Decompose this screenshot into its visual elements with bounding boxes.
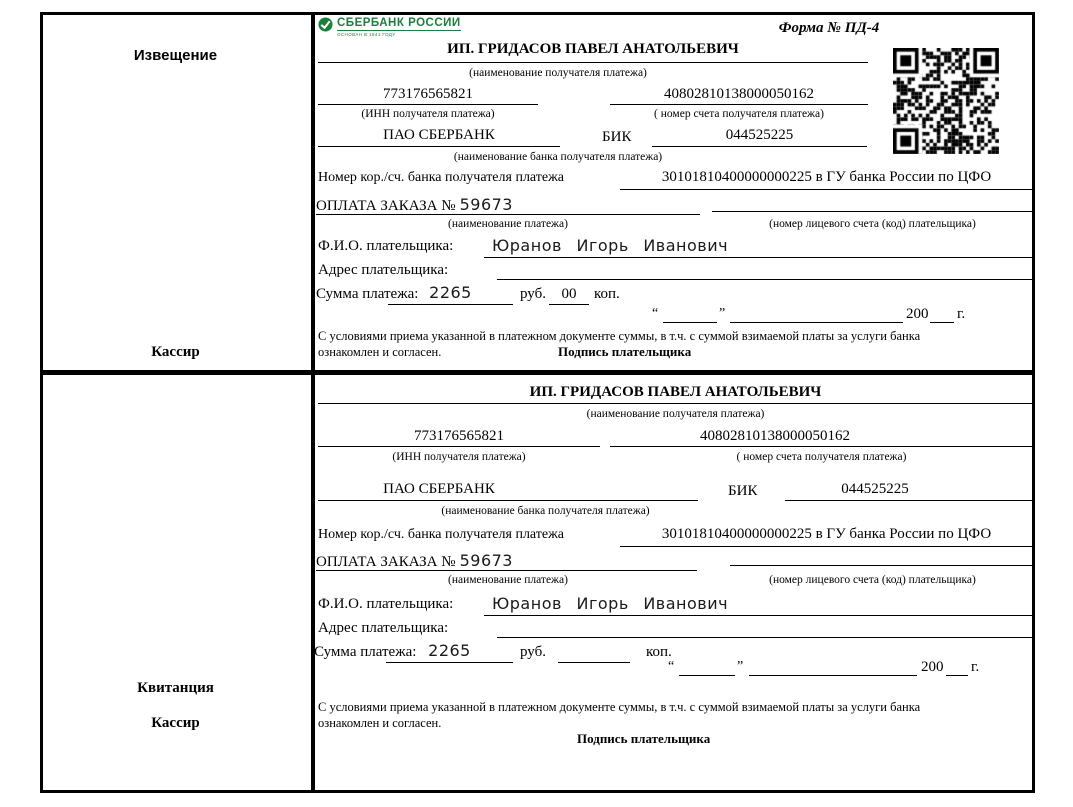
date-day-line <box>679 675 735 676</box>
bank-name: ПАО СБЕРБАНК <box>383 127 495 143</box>
payer-name-label: Ф.И.О. плательщика: <box>318 596 454 612</box>
purpose-line <box>316 214 700 215</box>
recipient-line <box>318 62 868 63</box>
order-number: 59673 <box>459 551 513 570</box>
cashier-label: Кассир <box>151 715 200 731</box>
amount-kop-value: 00 <box>561 286 577 302</box>
payer-name-line <box>484 615 1033 616</box>
date-quote-close: ” <box>719 306 726 321</box>
terms-line2: ознакомлен и согласен. <box>318 345 442 359</box>
bank-logo-subtext: ОСНОВАН В 1841 ГОДУ <box>337 32 396 37</box>
payer-name-value: Юранов Игорь Иванович <box>492 236 729 255</box>
date-month-line <box>730 322 903 323</box>
purpose-row <box>316 551 513 571</box>
bank-name: ПАО СБЕРБАНК <box>383 481 495 497</box>
bank-name-line <box>318 500 698 501</box>
recipient-caption: (наименование получателя платежа) <box>469 67 647 79</box>
payer-name-line <box>484 257 1033 258</box>
corr-value: 30101810400000000225 в ГУ банка России по ЦФО <box>661 526 992 542</box>
amount-rub-line <box>388 304 513 305</box>
purpose-label: ОПЛАТА ЗАКАЗА № <box>316 554 456 570</box>
form-number: Форма № ПД-4 <box>778 20 880 36</box>
date-day-line <box>663 322 717 323</box>
terms-line1: С условиями приема указанной в платежном документе суммы, в т.ч. с суммой взимаемой платы за услуги банка <box>318 700 921 714</box>
inn-value: 773176565821 <box>383 86 473 102</box>
amount-label: Сумма платежа: <box>316 286 419 302</box>
bank-name-line <box>318 146 560 147</box>
signature-label: Подпись плательщика <box>558 344 692 359</box>
terms-line1: С условиями приема указанной в платежном документе суммы, в т.ч. с суммой взимаемой платы за услуги банка <box>318 329 921 343</box>
bik-label: БИК <box>602 129 632 145</box>
qr-code <box>893 48 999 154</box>
inn-line <box>318 104 538 105</box>
payer-address-line <box>497 637 1033 638</box>
date-year-suffix: г. <box>971 659 980 675</box>
payer-address-label: Адрес плательщика: <box>318 262 449 278</box>
date-year-line <box>930 322 954 323</box>
personal-account-line <box>712 211 1033 212</box>
personal-account-line <box>730 565 1033 566</box>
bank-logo-text: СБЕРБАНК РОССИИ <box>337 17 461 29</box>
account-caption: ( номер счета получателя платежа) <box>736 451 907 463</box>
account-value: 40802810138000050162 <box>664 86 814 102</box>
sberbank-logo-icon <box>318 17 333 32</box>
date-year: 200 <box>921 659 944 675</box>
signature-label: Подпись плательщика <box>577 731 711 746</box>
recipient-line <box>318 403 1033 404</box>
account-value: 40802810138000050162 <box>700 428 850 444</box>
purpose-row <box>316 195 513 215</box>
account-line <box>610 446 1033 447</box>
section-divider <box>40 370 1035 375</box>
bik-line <box>785 500 1033 501</box>
corr-label: Номер кор./сч. банка получателя платежа <box>318 170 564 185</box>
inn-value: 773176565821 <box>414 428 504 444</box>
recipient-name: ИП. ГРИДАСОВ ПАВЕЛ АНАТОЛЬЕВИЧ <box>447 41 739 57</box>
account-caption: ( номер счета получателя платежа) <box>654 108 824 120</box>
payer-address-line <box>497 279 1033 280</box>
payment-caption: (наименование платежа) <box>448 218 568 230</box>
kop-label: коп. <box>646 644 672 660</box>
cashier-label: Кассир <box>151 344 200 360</box>
bik-label: БИК <box>728 483 758 499</box>
date-quote-close: ” <box>737 659 744 674</box>
notice-title: Извещение <box>133 47 218 64</box>
payer-name-label: Ф.И.О. плательщика: <box>318 238 454 254</box>
payment-caption: (наименование платежа) <box>448 574 568 586</box>
bank-caption: (наименование банка получателя платежа) <box>441 505 650 517</box>
payer-address-label: Адрес плательщика: <box>318 620 449 636</box>
date-quote-open: “ <box>652 306 659 321</box>
date-year: 200 <box>906 306 929 322</box>
amount-label: Сумма платежа: <box>314 644 417 660</box>
date-year-line <box>946 675 968 676</box>
date-quote-open: “ <box>668 659 675 674</box>
terms-line2: ознакомлен и согласен. <box>318 716 442 730</box>
kop-label: коп. <box>594 286 620 302</box>
personal-account-caption: (номер лицевого счета (код) плательщика) <box>769 218 976 230</box>
inn-caption: (ИНН получателя платежа) <box>392 451 526 463</box>
inn-caption: (ИНН получателя платежа) <box>361 108 495 120</box>
amount-rub-value: 2265 <box>429 283 472 302</box>
recipient-name: ИП. ГРИДАСОВ ПАВЕЛ АНАТОЛЬЕВИЧ <box>529 384 822 400</box>
amount-rub-line <box>386 662 513 663</box>
inn-line <box>318 446 600 447</box>
bik-line <box>652 146 867 147</box>
date-month-line <box>749 675 917 676</box>
purpose-line <box>316 570 697 571</box>
bank-caption: (наименование банка получателя платежа) <box>453 151 663 163</box>
recipient-caption: (наименование получателя платежа) <box>586 408 765 420</box>
account-line <box>610 104 868 105</box>
corr-label: Номер кор./сч. банка получателя платежа <box>318 527 564 542</box>
amount-kop-line <box>549 304 589 305</box>
order-number: 59673 <box>459 195 513 214</box>
stub-divider <box>311 12 315 793</box>
bik-value: 044525225 <box>841 481 909 497</box>
purpose-label: ОПЛАТА ЗАКАЗА № <box>316 198 456 214</box>
rub-label: руб. <box>520 644 546 660</box>
bik-value: 044525225 <box>725 127 794 143</box>
corr-line <box>620 189 1033 190</box>
corr-line <box>620 546 1033 547</box>
sberbank-logo <box>318 17 461 37</box>
amount-kop-line <box>558 662 630 663</box>
amount-rub-value: 2265 <box>428 641 471 660</box>
date-year-suffix: г. <box>957 306 966 322</box>
rub-label: руб. <box>520 286 546 302</box>
corr-value: 30101810400000000225 в ГУ банка России по ЦФО <box>661 169 992 185</box>
receipt-title: Квитанция <box>137 680 214 696</box>
personal-account-caption: (номер лицевого счета (код) плательщика) <box>769 574 976 586</box>
payer-name-value: Юранов Игорь Иванович <box>492 594 729 613</box>
